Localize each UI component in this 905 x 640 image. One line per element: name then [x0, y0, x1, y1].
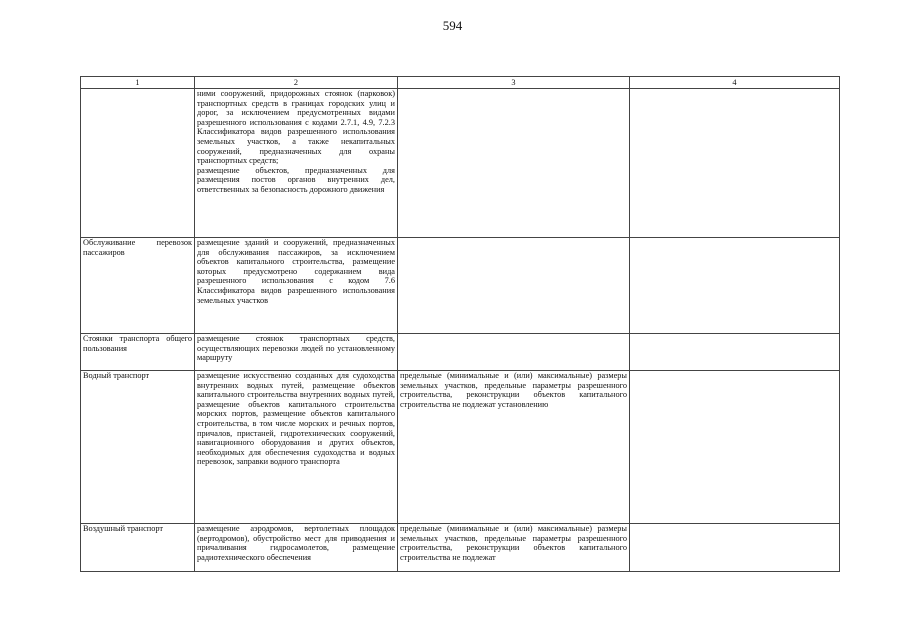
notes-cell: [630, 238, 840, 334]
header-col-4: 4: [630, 77, 840, 89]
header-col-3: 3: [398, 77, 630, 89]
use-description-text: размещение объектов, предназначенных для размещения постов органов внутренних дел, ответственных за безопасность дорожного движения: [197, 165, 395, 194]
use-description-cell: [195, 334, 398, 371]
table-header-row: [81, 77, 840, 89]
parameters-cell: предельные (минимальные и (или) максимальные) размеры земельных участков, предельные параметры разрешенного строительства, реконструкции объектов капитального строительства не подлежат установлению: [398, 371, 630, 524]
use-description-cell: [195, 238, 398, 334]
table-row: [81, 89, 840, 238]
land-use-table: [80, 76, 840, 572]
notes-cell: [630, 89, 840, 238]
use-type-cell: Обслуживание перевозок пассажиров: [81, 238, 195, 334]
table-row: [81, 371, 840, 524]
notes-cell: [630, 371, 840, 524]
use-type-cell: Водный транспорт: [81, 371, 195, 524]
use-type-cell: [81, 89, 195, 238]
use-description-text: размещение стоянок транспортных средств, осуществляющих перевозки людей по установленному маршруту: [197, 334, 395, 363]
header-col-1: 1: [81, 77, 195, 89]
table-row: [81, 524, 840, 572]
use-description-cell: [195, 89, 398, 238]
parameters-cell: предельные (минимальные и (или) максимальные) размеры земельных участков, предельные параметры разрешенного строительства, реконструкции объектов капитального строительства не подлежат: [398, 524, 630, 572]
use-description-text: ними сооружений, придорожных стоянок (парковок) транспортных средств в границах городских улиц и дорог, за исключением предусмотренных видами разрешенного использования с кодами 2.7.1, 4.9, 7.2.3 Классификатора видов разрешенного использования земельных участков, а также некапитальных сооружений, предназначенных для охраны транспортных средств;: [197, 89, 395, 166]
use-description-cell: [195, 371, 398, 524]
page-number: 594: [442, 18, 463, 33]
notes-cell: [630, 334, 840, 371]
use-type-cell: Стоянки транспорта общего пользования: [81, 334, 195, 371]
use-description-text: размещение зданий и сооружений, предназначенных для обслуживания пассажиров, за исключением объектов капитального строительства, размещение которых предусмотрено содержанием вида разрешенного использования с кодом 7.6 Классификатора видов разрешенного использования земельных участков: [197, 238, 395, 305]
use-type-cell: Воздушный транспорт: [81, 524, 195, 572]
notes-cell: [630, 524, 840, 572]
parameters-cell: [398, 238, 630, 334]
table-row: [81, 334, 840, 371]
parameters-cell: [398, 89, 630, 238]
use-description-cell: [195, 524, 398, 572]
parameters-cell: [398, 334, 630, 371]
table-row: [81, 238, 840, 334]
use-description-text: размещение искусственно созданных для судоходства внутренних водных путей, размещение объектов капитального строительства внутренних водных путей, размещение объектов капитального строительства морских портов, размещение объектов капитального строительства, в том числе морских и речных портов, причалов, пристаней, гидротехнических сооружений, навигационного оборудования и других объектов, необходимых для обеспечения судоходства и водных перевозок, заправки водного транспорта: [197, 371, 395, 467]
use-description-text: размещение аэродромов, вертолетных площадок (вертодромов), обустройство мест для приводнения и причаливания гидросамолетов, размещение радиотехнического обеспечения: [197, 524, 395, 562]
header-col-2: 2: [195, 77, 398, 89]
